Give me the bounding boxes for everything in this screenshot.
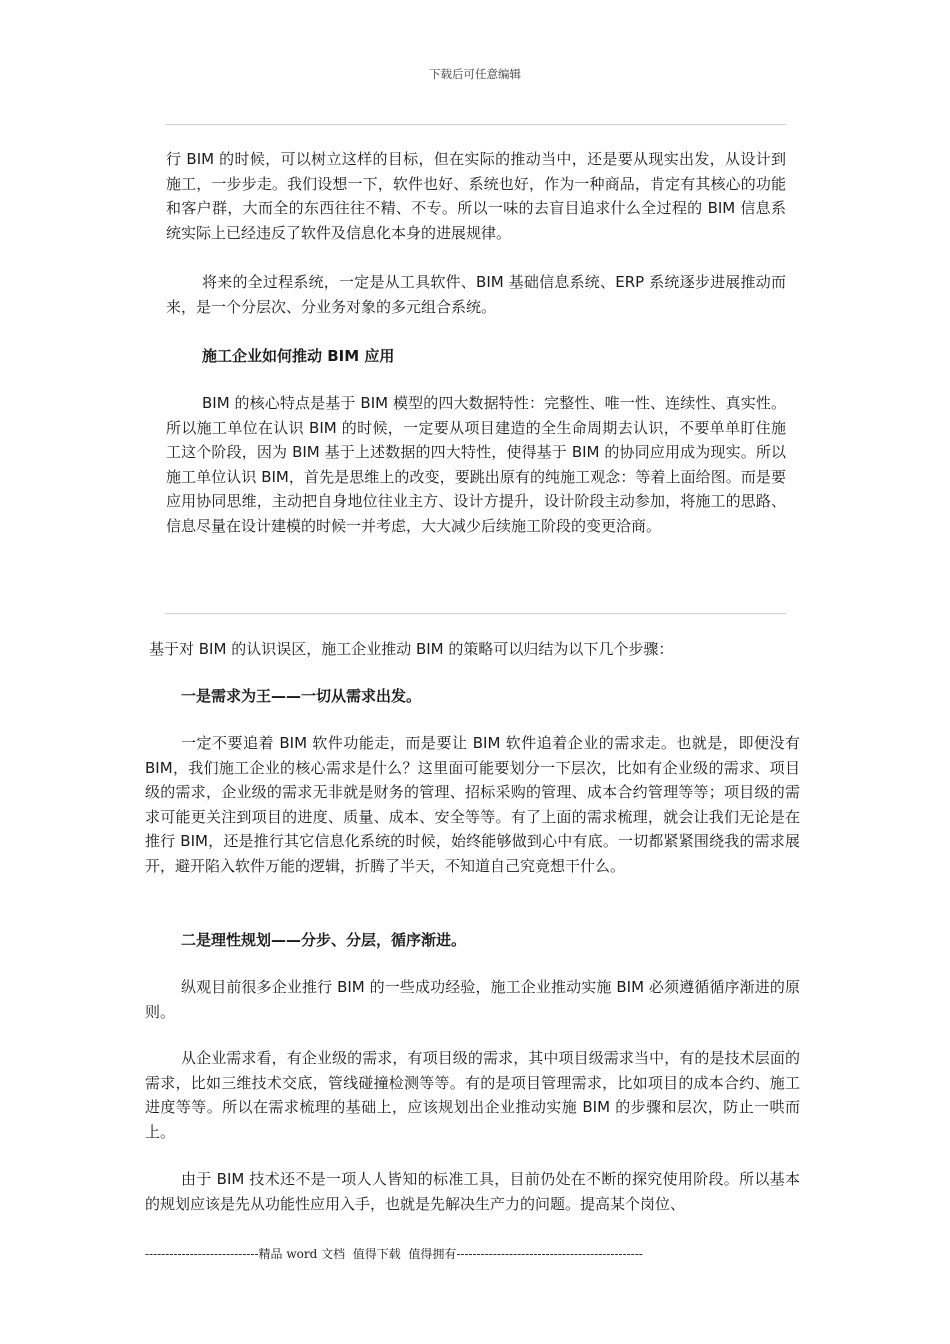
step2-paragraph-3: 由于 BIM 技术还不是一项人人皆知的标准工具，目前仍处在不断的探究使用阶段。所以基本的规划应该是先从功能性应用入手，也就是先解决生产力的问题。提高某个岗位、 <box>145 1170 800 1213</box>
middle-divider <box>165 613 786 614</box>
section1-paragraph-2: 将来的全过程系统，一定是从工具软件、BIM 基础信息系统、ERP 系统逐步进展推动而来，是一个分层次、分业务对象的多元组合系统。 <box>166 273 786 316</box>
step1-paragraph: 一定不要追着 BIM 软件功能走，而是要让 BIM 软件追着企业的需求走。也就是，即便没有 BIM，我们施工企业的核心需求是什么？这里面可能要划分一下层次，比如有企业级的需求、项目级的需求，企业级的需求无非就是财务的管理、招标采购的管理、成本合约管理等等；项目级的需求可能更关注到项目的进度、质量、成本、安全等等。有了上面的需求梳理，就会让我们无论是在推行 BIM，还是推行其它信息化系统的时候，始终能够做到心中有底。一切都紧紧围绕我的需求展开，避开陷入软件万能的逻辑，折腾了半天，不知道自己究竟想干什么。 <box>145 734 800 875</box>
page-footer: ----------------------------精品 word 文档 值得下载 值得拥有---------------------------------------------- <box>145 1247 643 1261</box>
step1-heading: 一是需求为王——一切从需求出发。 <box>181 687 422 705</box>
step2-paragraph-2: 从企业需求看，有企业级的需求，有项目级的需求，其中项目级需求当中，有的是技术层面的需求，比如三维技术交底，管线碰撞检测等等。有的是项目管理需求，比如项目的成本合约、施工进度等等。所以在需求梳理的基础上，应该规划出企业推动实施 BIM 的步骤和层次，防止一哄而上。 <box>145 1049 800 1141</box>
section1-heading: 施工企业如何推动 BIM 应用 <box>202 347 395 365</box>
section1-paragraph-1: 行 BIM 的时候，可以树立这样的目标，但在实际的推动当中，还是要从现实出发，从设计到施工，一步步走。我们设想一下，软件也好、系统也好，作为一种商品，肯定有其核心的功能和客户群，大而全的东西往往不精、不专。所以一味的去盲目追求什么全过程的 BIM 信息系统实际上已经违反了软件及信息化本身的进展规律。 <box>166 150 786 242</box>
page-header-note: 下载后可任意编辑 <box>429 67 521 81</box>
step2-heading: 二是理性规划——分步、分层，循序渐进。 <box>181 931 467 949</box>
top-divider <box>165 124 786 125</box>
section1-paragraph-3: BIM 的核心特点是基于 BIM 模型的四大数据特性：完整性、唯一性、连续性、真实性。所以施工单位在认识 BIM 的时候，一定要从项目建造的全生命周期去认识，不要单单盯住施工这个阶段，因为 BIM 基于上述数据的四大特性，使得基于 BIM 的协同应用成为现实。所以施工单位认识 BIM，首先是思维上的改变，要跳出原有的纯施工观念：等着上面给图。而是要应用协同思维，主动把自身地位往业主方、设计方提升，设计阶段主动参加，将施工的思路、信息尽量在设计建模的时候一并考虑，大大减少后续施工阶段的变更洽商。 <box>166 394 786 535</box>
step2-paragraph-1: 纵观目前很多企业推行 BIM 的一些成功经验，施工企业推动实施 BIM 必须遵循循序渐进的原则。 <box>145 978 800 1021</box>
section2-intro: 基于对 BIM 的认识误区，施工企业推动 BIM 的策略可以归结为以下几个步骤： <box>149 640 674 658</box>
